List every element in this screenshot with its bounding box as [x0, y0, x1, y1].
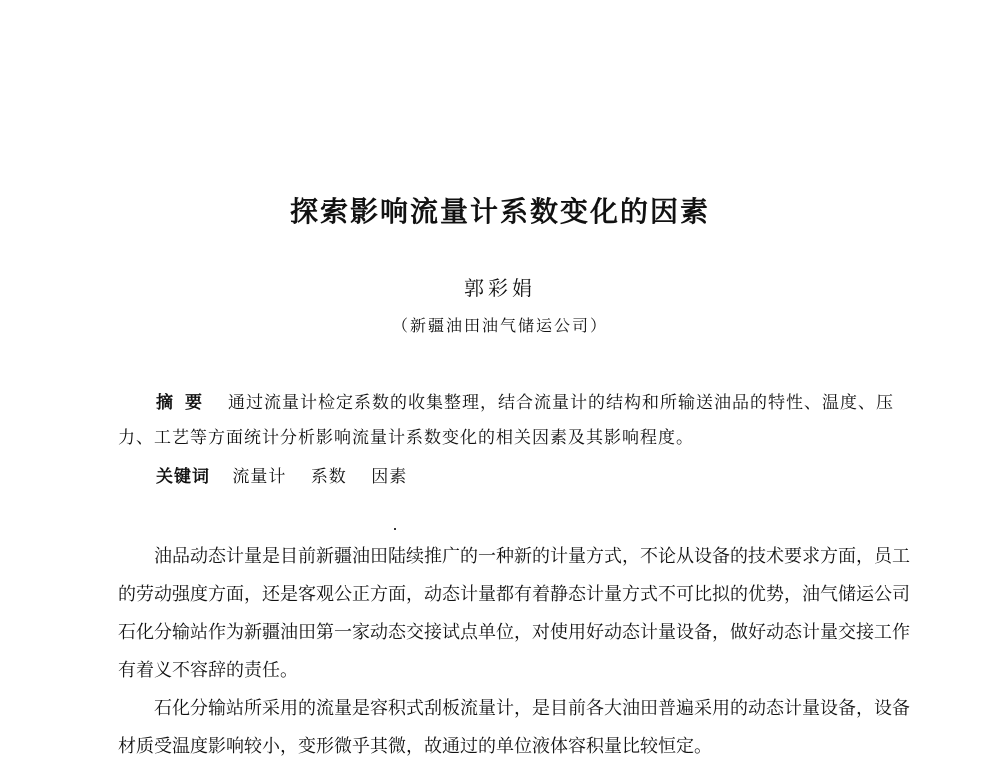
body-text: [118, 538, 910, 766]
scan-speck: [394, 528, 396, 530]
abstract-label: 摘要: [156, 393, 214, 413]
keywords-block: [156, 460, 425, 495]
keyword-item: 系数: [310, 467, 347, 487]
body-paragraph: 石化分输站所采用的流量是容积式刮板流量计，是目前各大油田普遍采用的动态计量设备，设备材质受温度影响较小，变形微乎其微，故通过的单位液体容积量比较恒定。: [118, 698, 910, 757]
body-paragraph: 油品动态计量是目前新疆油田陆续推广的一种新的计量方式，不论从设备的技术要求方面，员工的劳动强度方面，还是客观公正方面，动态计量都有着静态计量方式不可比拟的优势，油气储运公司石化分输站作为新疆油田第一家动态交接试点单位，对使用好动态计量设备，做好动态计量交接工作有着义不容辞的责任。: [118, 546, 910, 681]
keyword-item: 流量计: [232, 467, 287, 487]
abstract-text: 通过流量计检定系数的收集整理，结合流量计的结构和所输送油品的特性、温度、压力、工艺等方面统计分析影响流量计系数变化的相关因素及其影响程度。: [118, 393, 894, 448]
abstract-block: [118, 386, 908, 456]
keyword-item: 因素: [371, 467, 408, 487]
paper-title: 探索影响流量计系数变化的因素: [289, 195, 710, 228]
keywords-label: 关键词: [156, 467, 210, 487]
author-affiliation: （新疆油田油气储运公司）: [391, 316, 608, 335]
author-name: 郭彩娟: [464, 276, 536, 300]
